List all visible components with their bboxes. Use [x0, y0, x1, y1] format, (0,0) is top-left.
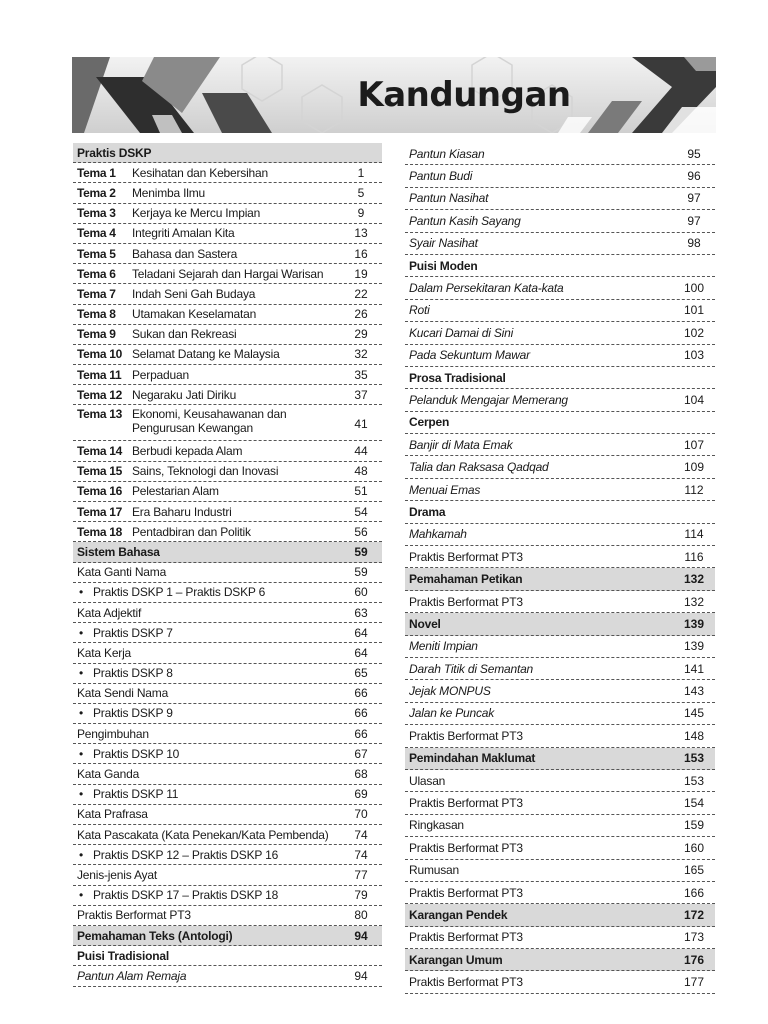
toc-title: Teladani Sejarah dan Hargai Warisan — [132, 266, 324, 281]
toc-row — [405, 703, 715, 725]
tema-code: Tema 11 — [77, 367, 122, 382]
page-number: 94 — [354, 928, 368, 943]
page-number: 173 — [683, 930, 705, 945]
toc-title: Era Baharu Industri — [132, 504, 232, 519]
page-number: 139 — [683, 616, 705, 631]
page-number: 64 — [354, 645, 368, 660]
toc-row — [73, 946, 382, 966]
page-number: 79 — [354, 888, 368, 903]
toc-row — [405, 501, 715, 523]
tema-code: Tema 9 — [77, 327, 116, 342]
toc-title: Jalan ke Puncak — [409, 706, 495, 721]
toc-row — [73, 224, 382, 244]
toc-title: Selamat Datang ke Malaysia — [132, 347, 280, 362]
toc-title: Novel — [409, 616, 441, 631]
toc-row — [73, 966, 382, 986]
toc-row — [73, 623, 382, 643]
tema-code: Tema 16 — [77, 484, 123, 499]
toc-title: Sains, Teknologi dan Inovasi — [132, 464, 279, 479]
toc-title: Dalam Persekitaran Kata-kata — [409, 281, 564, 296]
toc-row — [405, 770, 715, 792]
toc-title: Kesihatan dan Kebersihan — [132, 165, 268, 180]
tema-code: Tema 1 — [77, 165, 116, 180]
tema-code: Tema 18 — [77, 524, 123, 539]
tema-code: Tema 5 — [77, 246, 116, 261]
tema-code: Tema 7 — [77, 286, 116, 301]
toc-title: Talia dan Raksasa Qadqad — [409, 460, 549, 475]
toc-row — [73, 244, 382, 264]
page-number: 139 — [683, 639, 705, 654]
toc-row — [405, 322, 715, 344]
page-number: 44 — [354, 444, 368, 459]
toc-row — [73, 704, 382, 724]
toc-row — [73, 365, 382, 385]
page-number: 112 — [684, 482, 704, 497]
page-number: 70 — [354, 807, 368, 822]
toc-row — [405, 927, 715, 949]
page-number: 114 — [684, 527, 704, 542]
toc-row — [73, 305, 382, 325]
toc-row — [73, 643, 382, 663]
page-number: 104 — [683, 392, 705, 407]
toc-row — [405, 792, 715, 814]
toc-row — [73, 563, 382, 583]
toc-row — [73, 345, 382, 365]
toc-title: Perpaduan — [132, 367, 189, 382]
toc-title: Pantun Alam Remaja — [77, 968, 187, 983]
page-number: 22 — [354, 286, 368, 301]
toc-row — [405, 255, 715, 277]
toc-row — [405, 546, 715, 568]
toc-title: Pelestarian Alam — [132, 484, 219, 499]
toc-row — [405, 165, 715, 187]
toc-title: Pemahaman Petikan — [409, 572, 523, 587]
toc-row — [73, 805, 382, 825]
toc-title: Puisi Tradisional — [77, 948, 169, 963]
toc-row — [73, 785, 382, 805]
toc-title: Pantun Budi — [409, 169, 473, 184]
toc-title: • Praktis DSKP 11 — [77, 787, 344, 801]
section-header — [405, 748, 715, 770]
tema-code: Tema 14 — [77, 444, 123, 459]
page-number: 48 — [354, 464, 368, 479]
page-number: 166 — [683, 885, 705, 900]
toc-row — [405, 233, 715, 255]
page-number: 80 — [354, 908, 368, 923]
toc-row — [73, 482, 382, 502]
page-number: 160 — [683, 840, 705, 855]
toc-row — [73, 522, 382, 542]
page-number: 154 — [683, 796, 705, 811]
page-number: 66 — [354, 726, 368, 741]
page-number: 94 — [354, 968, 368, 983]
toc-title: Syair Nasihat — [409, 236, 478, 251]
toc-title: Pelanduk Mengajar Memerang — [409, 392, 568, 407]
toc-row — [73, 284, 382, 304]
page-number: 165 — [683, 863, 705, 878]
page-number: 143 — [683, 684, 705, 699]
toc-title: Pada Sekuntum Mawar — [409, 348, 530, 363]
page-number: 74 — [354, 847, 368, 862]
page-number: 95 — [687, 146, 701, 161]
page-number: 109 — [683, 460, 705, 475]
toc-row — [405, 277, 715, 299]
toc-title: Kata Kerja — [77, 645, 132, 660]
toc-row — [405, 434, 715, 456]
toc-title: • Praktis DSKP 7 — [77, 626, 344, 640]
toc-title: Praktis Berformat PT3 — [409, 930, 523, 945]
page-number: 41 — [354, 416, 368, 431]
toc-row — [73, 825, 382, 845]
toc-title: Ulasan — [409, 773, 446, 788]
page-number: 141 — [683, 661, 705, 676]
page-number: 54 — [354, 504, 368, 519]
toc-title: Jejak MONPUS — [409, 684, 491, 699]
toc-row — [405, 524, 715, 546]
toc-row — [73, 886, 382, 906]
tema-code: Tema 6 — [77, 266, 116, 281]
toc-row — [73, 583, 382, 603]
section-header — [73, 143, 382, 163]
toc-title: Pantun Kiasan — [409, 146, 485, 161]
toc-row — [73, 724, 382, 744]
tema-code: Tema 15 — [77, 464, 123, 479]
toc-row — [405, 636, 715, 658]
section-header — [405, 949, 715, 971]
toc-title: Prosa Tradisional — [409, 370, 506, 385]
toc-row — [73, 462, 382, 482]
page-number: 13 — [354, 226, 368, 241]
toc-title: Indah Seni Gah Budaya — [132, 286, 256, 301]
tema-code: Tema 8 — [77, 307, 116, 322]
toc-title: Pemindahan Maklumat — [409, 751, 536, 766]
toc-row — [405, 188, 715, 210]
toc-title: Integriti Amalan Kita — [132, 226, 235, 241]
page-number: 19 — [354, 266, 368, 281]
toc-row — [73, 183, 382, 203]
toc-title: Utamakan Keselamatan — [132, 307, 257, 322]
page-number: 26 — [354, 307, 368, 322]
toc-title: Roti — [409, 303, 430, 318]
page-number: 66 — [354, 686, 368, 701]
page-number: 74 — [354, 827, 368, 842]
toc-row — [405, 389, 715, 411]
toc-row — [73, 325, 382, 345]
page-number: 60 — [354, 585, 368, 600]
toc-row — [73, 865, 382, 885]
tema-code: Tema 17 — [77, 504, 123, 519]
toc-row — [73, 845, 382, 865]
tema-code: Tema 13 — [77, 407, 123, 422]
toc-row — [73, 163, 382, 183]
tema-code: Tema 3 — [77, 206, 116, 221]
toc-title: Cerpen — [409, 415, 450, 430]
toc-title: Rumusan — [409, 863, 459, 878]
toc-title: Negaraku Jati Diriku — [132, 387, 237, 402]
page-number: 68 — [354, 767, 368, 782]
toc-right-column — [405, 143, 715, 994]
toc-title: Praktis Berformat PT3 — [409, 549, 523, 564]
toc-title: Darah Titik di Semantan — [409, 661, 534, 676]
page-number: 66 — [354, 706, 368, 721]
page-number: 148 — [683, 728, 705, 743]
toc-title: Praktis Berformat PT3 — [409, 796, 523, 811]
page-number: 29 — [354, 327, 368, 342]
toc-title: • Praktis DSKP 17 – Praktis DSKP 18 — [77, 888, 344, 902]
toc-title: • Praktis DSKP 9 — [77, 706, 344, 720]
page-number: 32 — [354, 347, 368, 362]
page-number: 159 — [683, 818, 705, 833]
toc-title: Sukan dan Rekreasi — [132, 327, 237, 342]
page-number: 100 — [683, 281, 705, 296]
toc-row — [405, 456, 715, 478]
toc-row — [73, 664, 382, 684]
toc-left-column — [73, 143, 382, 987]
toc-title: Pantun Nasihat — [409, 191, 489, 206]
toc-row — [405, 971, 715, 993]
toc-title: Praktis Berformat PT3 — [409, 594, 523, 609]
page-number: 1 — [357, 165, 365, 180]
toc-title: Pengimbuhan — [77, 726, 149, 741]
toc-row — [73, 405, 382, 441]
toc-title: • Praktis DSKP 12 – Praktis DSKP 16 — [77, 848, 344, 862]
page-number: 116 — [684, 549, 704, 564]
page-number: 5 — [357, 185, 365, 200]
toc-title: Banjir di Mata Emak — [409, 437, 513, 452]
toc-title: Drama — [409, 504, 446, 519]
toc-title: Karangan Umum — [409, 952, 503, 967]
page-number: 153 — [683, 773, 705, 788]
toc-row — [405, 345, 715, 367]
page-number: 107 — [683, 437, 705, 452]
toc-title: Praktis Berformat PT3 — [409, 728, 523, 743]
page-number: 101 — [683, 303, 705, 318]
toc-title: Puisi Moden — [409, 258, 478, 273]
toc-title: • Praktis DSKP 1 – Praktis DSKP 6 — [77, 585, 344, 599]
page-number: 9 — [357, 206, 365, 221]
page-number: 67 — [354, 746, 368, 761]
toc-title: Jenis-jenis Ayat — [77, 867, 157, 882]
page-number: 97 — [687, 213, 701, 228]
page-number: 97 — [687, 191, 701, 206]
page-number: 65 — [354, 666, 368, 681]
toc-row — [405, 860, 715, 882]
toc-title: Meniti Impian — [409, 639, 478, 654]
toc-row — [405, 882, 715, 904]
toc-row — [73, 441, 382, 461]
toc-title: Bahasa dan Sastera — [132, 246, 238, 261]
toc-row — [405, 143, 715, 165]
toc-row — [405, 210, 715, 232]
page-number: 98 — [687, 236, 701, 251]
section-header — [73, 542, 382, 562]
toc-title: Kucari Damai di Sini — [409, 325, 514, 340]
toc-title: Kata Ganda — [77, 767, 140, 782]
page-number: 132 — [683, 572, 705, 587]
toc-title: Pemahaman Teks (Antologi) — [77, 928, 233, 943]
toc-title: Praktis Berformat PT3 — [409, 840, 523, 855]
page-number: 69 — [354, 787, 368, 802]
toc-title: Sistem Bahasa — [77, 544, 160, 559]
page-number: 35 — [354, 367, 368, 382]
page-number: 172 — [683, 907, 705, 922]
page-number: 102 — [683, 325, 705, 340]
toc-title: Praktis Berformat PT3 — [409, 975, 523, 990]
toc-row — [73, 385, 382, 405]
toc-title: • Praktis DSKP 8 — [77, 666, 344, 680]
toc-row — [405, 479, 715, 501]
toc-row — [73, 502, 382, 522]
toc-row — [405, 658, 715, 680]
section-header — [73, 926, 382, 946]
toc-row — [73, 264, 382, 284]
page-number: 63 — [354, 605, 368, 620]
page-number: 59 — [354, 544, 368, 559]
toc-title: Kerjaya ke Mercu Impian — [132, 206, 261, 221]
toc-row — [73, 603, 382, 623]
page-number: 96 — [687, 169, 701, 184]
page-title: Kandungan — [357, 75, 571, 115]
toc-title: Praktis DSKP — [77, 145, 152, 160]
page-number: 176 — [683, 952, 705, 967]
page-number: 37 — [354, 387, 368, 402]
toc-title: Praktis Berformat PT3 — [409, 885, 523, 900]
tema-code: Tema 10 — [77, 347, 123, 362]
toc-row — [73, 744, 382, 764]
toc-title: Karangan Pendek — [409, 907, 508, 922]
header-banner — [72, 57, 716, 133]
tema-code: Tema 2 — [77, 185, 116, 200]
toc-title: Kata Pascakata (Kata Penekan/Kata Pembenda) — [77, 827, 329, 842]
toc-row — [405, 367, 715, 389]
toc-title: Kata Ganti Nama — [77, 565, 167, 580]
toc-row — [73, 204, 382, 224]
page-number: 132 — [683, 594, 705, 609]
toc-row — [405, 725, 715, 747]
toc-title: Ringkasan — [409, 818, 464, 833]
section-header — [405, 904, 715, 926]
tema-code: Tema 12 — [77, 387, 123, 402]
toc-row — [405, 300, 715, 322]
toc-title: Menuai Emas — [409, 482, 481, 497]
page-number: 16 — [354, 246, 368, 261]
page-number: 145 — [683, 706, 705, 721]
toc-title: Kata Prafrasa — [77, 807, 148, 822]
page-number: 177 — [683, 975, 705, 990]
toc-title: • Praktis DSKP 10 — [77, 747, 344, 761]
toc-row — [405, 815, 715, 837]
page-number: 77 — [354, 867, 368, 882]
toc-row — [405, 680, 715, 702]
toc-row — [405, 591, 715, 613]
toc-title: Ekonomi, Keusahawanan dan Pengurusan Kewangan — [132, 407, 287, 436]
toc-row — [73, 764, 382, 784]
section-header — [405, 568, 715, 590]
page-number: 153 — [683, 751, 705, 766]
toc-row — [405, 837, 715, 859]
page-number: 64 — [354, 625, 368, 640]
page-number: 56 — [354, 524, 368, 539]
page-number: 103 — [683, 348, 705, 363]
toc-title: Kata Sendi Nama — [77, 686, 169, 701]
toc-title: Praktis Berformat PT3 — [77, 908, 191, 923]
toc-row — [405, 412, 715, 434]
toc-row — [73, 684, 382, 704]
toc-title: Pantun Kasih Sayang — [409, 213, 521, 228]
toc-title: Pentadbiran dan Politik — [132, 524, 251, 539]
tema-code: Tema 4 — [77, 226, 116, 241]
page-number: 51 — [354, 484, 368, 499]
toc-title: Berbudi kepada Alam — [132, 444, 243, 459]
toc-title: Menimba Ilmu — [132, 185, 205, 200]
toc-title: Mahkamah — [409, 527, 467, 542]
page-number: 59 — [354, 565, 368, 580]
toc-title: Kata Adjektif — [77, 605, 142, 620]
section-header — [405, 613, 715, 635]
toc-row — [73, 906, 382, 926]
